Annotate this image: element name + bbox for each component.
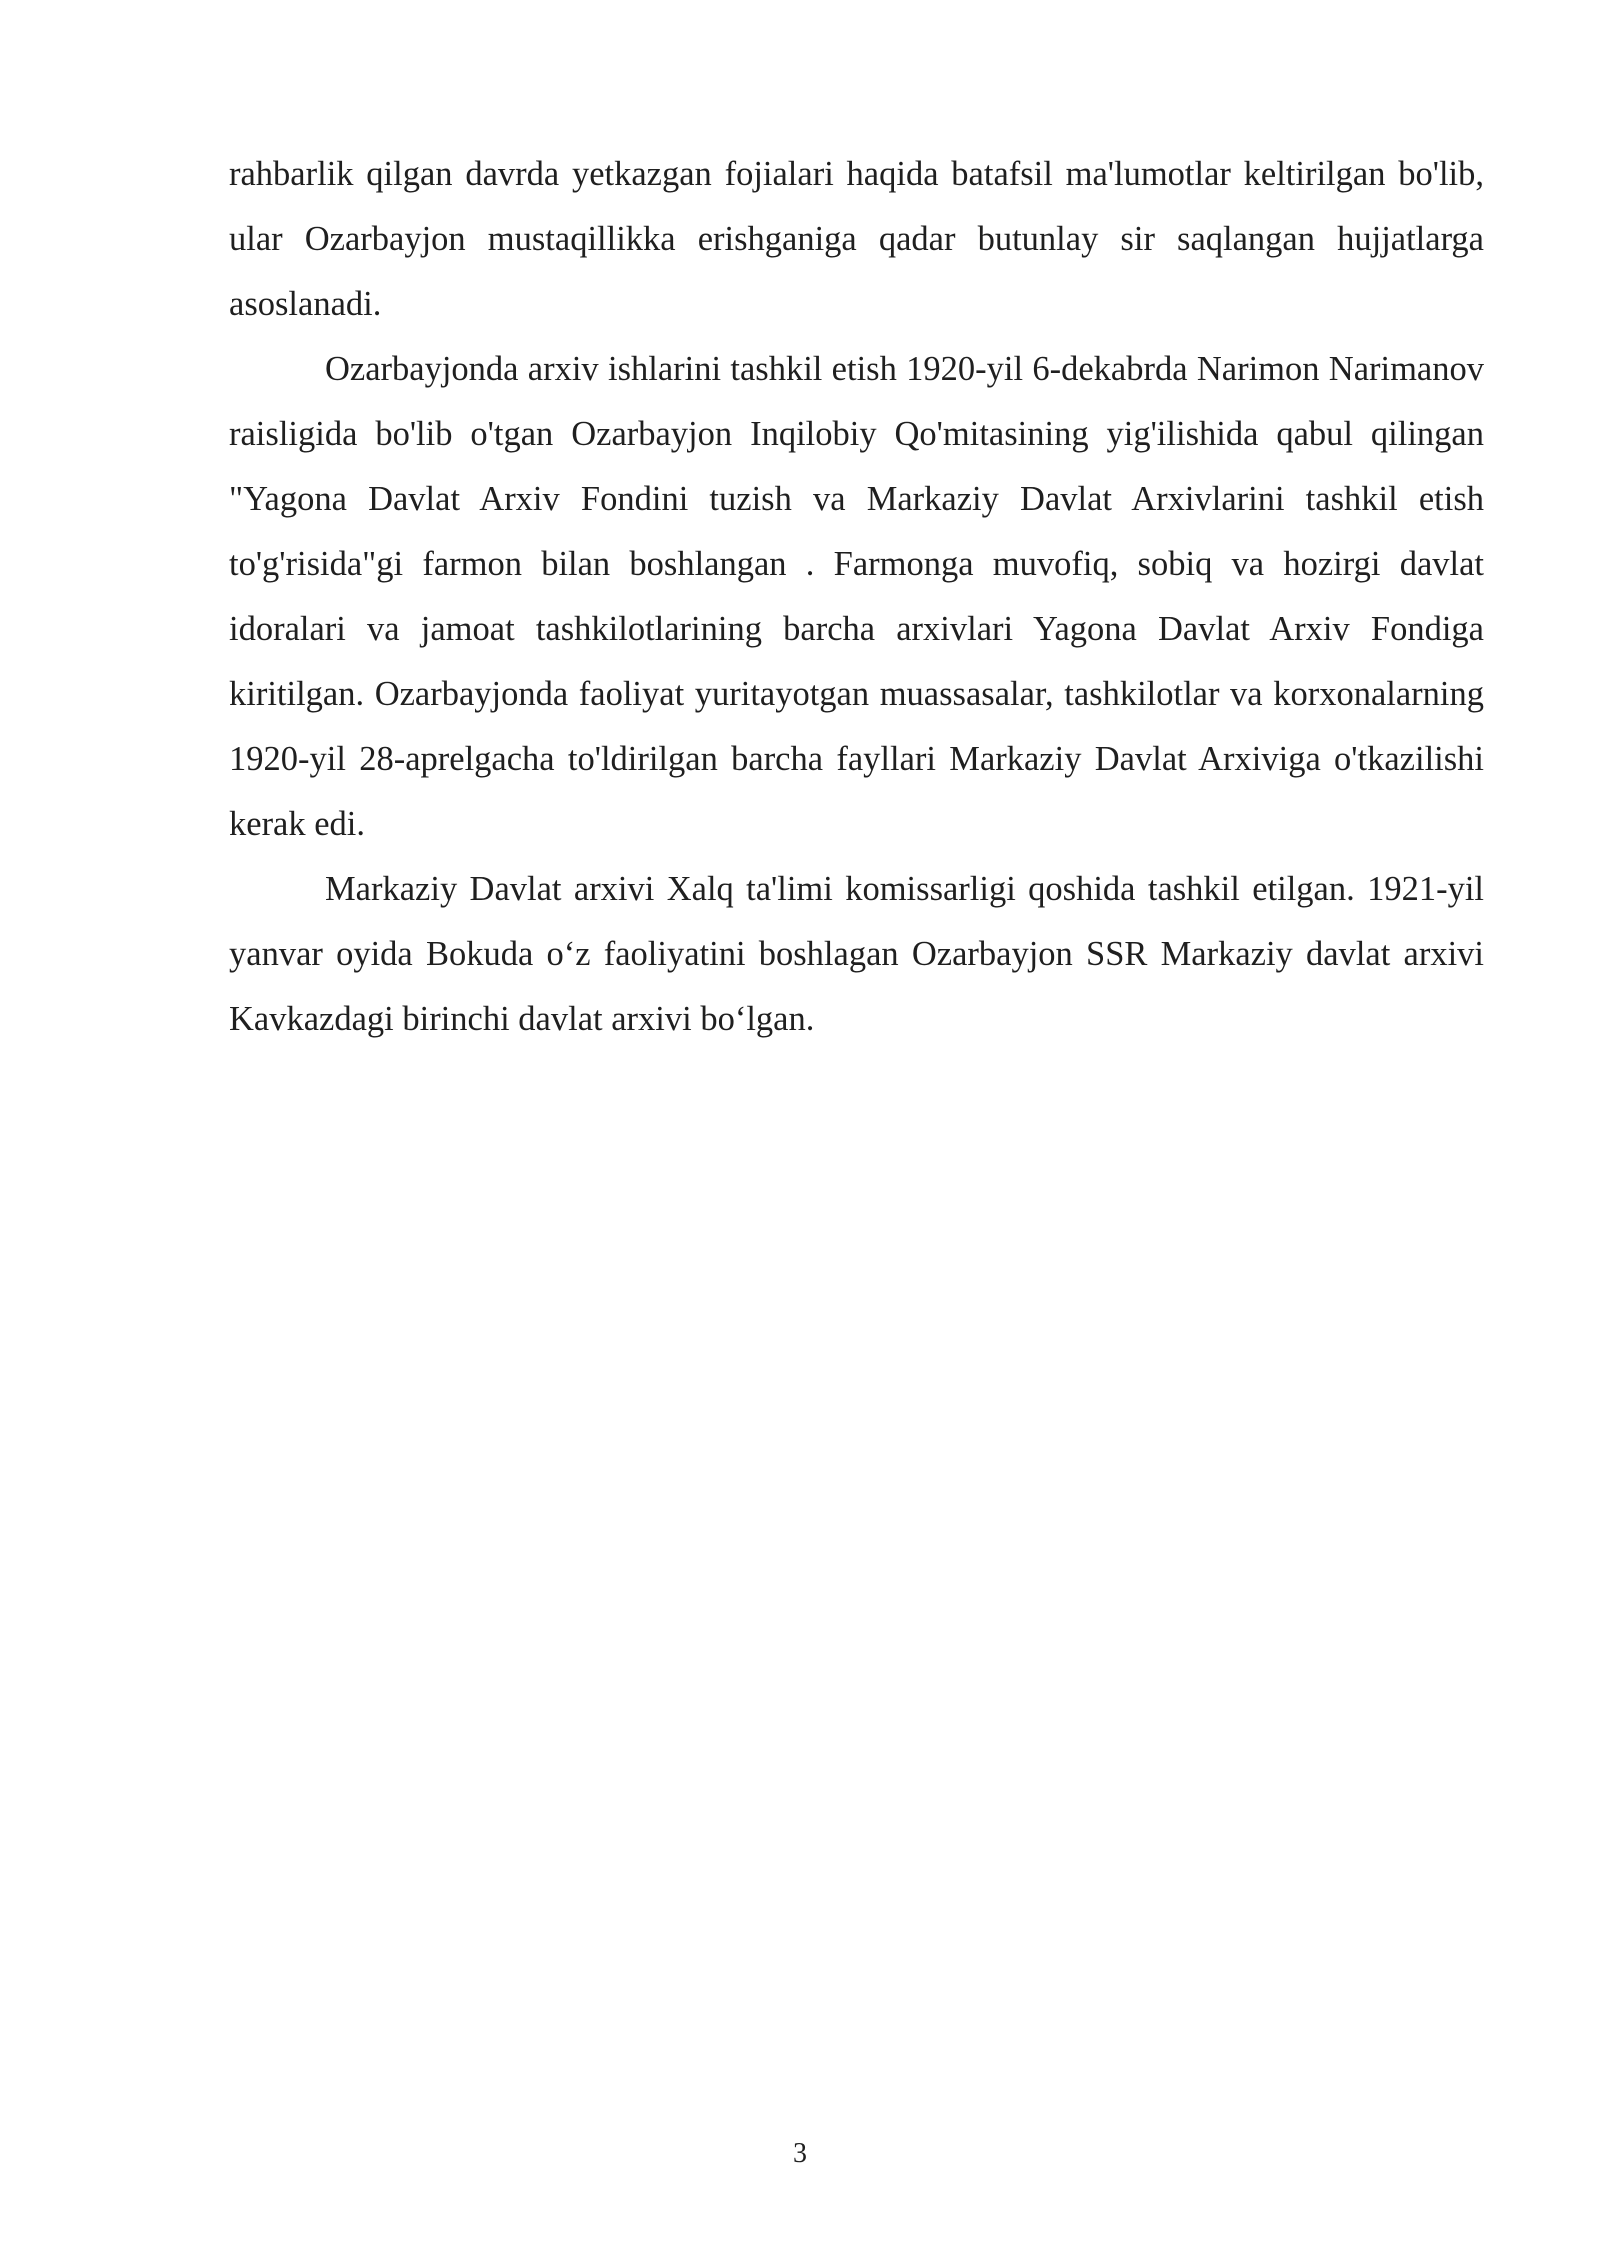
body-text [229,142,1484,1052]
paragraph-continued: rahbarlik qilgan davrda yetkazgan fojialari haqida batafsil ma'lumotlar keltirilgan bo'lib, ular Ozarbayjon mustaqillikka erishganiga qadar butunlay sir saqlangan hujjatlarga asoslanadi. [229,155,1484,323]
paragraph-central-archive: Markaziy Davlat arxivi Xalq ta'limi komissarligi qoshida tashkil etilgan. 1921-yil yanvar oyida Bokuda o‘z faoliyatini boshlagan Ozarbayjon SSR Markaziy davlat arxivi Kavkazdagi birinchi davlat arxivi bo‘lgan. [229,870,1484,1038]
paragraph-archive-founding: Ozarbayjonda arxiv ishlarini tashkil etish 1920-yil 6-dekabrda Narimon Narimanov raisligida bo'lib o'tgan Ozarbayjon Inqilobiy Qo'mitasining yig'ilishida qabul qilingan "Yagona Davlat Arxiv Fondini tuzish va Markaziy Davlat Arxivlarini tashkil etish to'g'risida"gi farmon bilan boshlangan . Farmonga muvofiq, sobiq va hozirgi davlat idoralari va jamoat tashkilotlarining barcha arxivlari Yagona Davlat Arxiv Fondiga kiritilgan. Ozarbayjonda faoliyat yuritayotgan muassasalar, tashkilotlar va korxonalarning 1920-yil 28-aprelgacha to'ldirilgan barcha fayllari Markaziy Davlat Arxiviga o'tkazilishi kerak edi. [229,350,1484,843]
page-number: 3 [793,2138,807,2169]
